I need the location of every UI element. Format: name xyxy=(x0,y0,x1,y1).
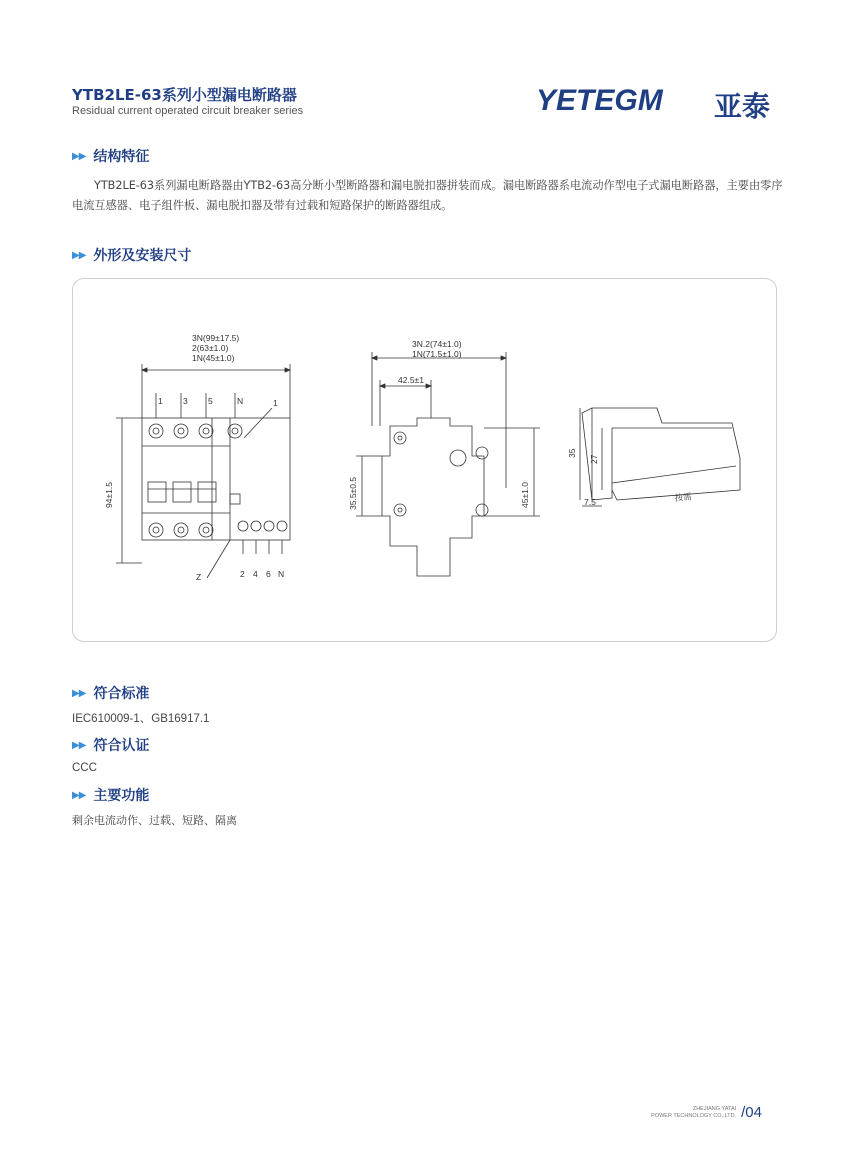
double-arrow-icon: ▶▶ xyxy=(72,150,86,162)
certification-text: CCC xyxy=(72,762,97,774)
side-dim-1n: 1N(71.5±1.0) xyxy=(412,349,462,359)
logo-wordmark: YETEGM xyxy=(536,84,663,117)
top-terminal-1: 1 xyxy=(158,396,163,406)
rail-label: 按需 xyxy=(674,492,693,504)
section-title: 符合认证 xyxy=(93,738,150,754)
top-terminal-5: 5 xyxy=(208,396,213,406)
section-title: 结构特征 xyxy=(93,149,150,165)
section-functions-heading xyxy=(72,785,149,805)
section-dimensions-heading xyxy=(72,245,191,265)
rail-dim-27: 27 xyxy=(589,454,599,464)
double-arrow-icon: ▶▶ xyxy=(72,739,86,751)
front-dim-2: 2(63±1.0) xyxy=(192,343,229,353)
footer-company-line2: POWER TECHNOLOGY CO.,LTD. xyxy=(651,1112,737,1119)
front-height: 94±1.5 xyxy=(104,482,114,508)
rail-dim-75: 7.5 xyxy=(584,497,596,507)
side-body xyxy=(382,418,484,576)
standards-text: IEC610009-1、GB16917.1 xyxy=(72,713,210,725)
functions-text: 剩余电流动作、过载、短路、隔离 xyxy=(72,814,237,827)
structure-paragraph xyxy=(72,176,784,216)
front-dim-3n: 3N(99±17.5) xyxy=(192,333,240,343)
bottom-terminal-n: N xyxy=(278,569,285,579)
callout-z: Z xyxy=(196,572,202,582)
footer-company-line1: ZHEJIANG YATAI xyxy=(692,1105,737,1112)
side-dim-35: 35.5±0.5 xyxy=(348,476,358,510)
front-dim-1n: 1N(45±1.0) xyxy=(192,353,235,363)
page-title: YTB2LE-63系列小型漏电断路器 xyxy=(72,86,297,104)
rail-body xyxy=(582,408,740,500)
footer-company xyxy=(651,1106,736,1120)
double-arrow-icon: ▶▶ xyxy=(72,687,86,699)
page-subtitle: Residual current operated circuit breaker series xyxy=(72,105,304,117)
top-terminal-n: N xyxy=(237,396,244,406)
structure-text: YTB2LE-63系列漏电断路器由YTB2-63高分断小型断路器和漏电脱扣器拼装而成。漏电断路器系电流动作型电子式漏电断路器，主要由零序电流互感器、电子组件板、漏电脱扣器及带有过载和短路保护的断路器组成。 xyxy=(72,179,783,212)
bottom-terminal-2: 2 xyxy=(240,569,245,579)
bottom-terminal-4: 4 xyxy=(253,569,258,579)
section-structure-heading xyxy=(72,146,149,166)
rail-dim-35: 35 xyxy=(567,448,577,458)
section-certification-heading xyxy=(72,735,149,755)
logo-chinese: 亚泰 xyxy=(714,90,771,123)
bottom-terminal-6: 6 xyxy=(266,569,271,579)
section-title: 符合标准 xyxy=(93,686,150,702)
page-number: /04 xyxy=(741,1104,762,1121)
double-arrow-icon: ▶▶ xyxy=(72,249,86,261)
brand-logo xyxy=(536,84,776,123)
callout-1: 1 xyxy=(273,398,278,408)
section-title: 主要功能 xyxy=(93,788,150,804)
side-dim-45: 45±1.0 xyxy=(520,482,530,508)
top-terminal-3: 3 xyxy=(183,396,188,406)
section-title: 外形及安装尺寸 xyxy=(93,248,192,264)
double-arrow-icon: ▶▶ xyxy=(72,789,86,801)
front-body xyxy=(142,418,290,540)
dimension-drawing xyxy=(72,278,775,640)
page-footer xyxy=(651,1104,762,1121)
section-standards-heading xyxy=(72,683,149,703)
side-dim-42: 42.5±1 xyxy=(398,375,424,385)
side-dim-3n2: 3N.2(74±1.0) xyxy=(412,339,462,349)
